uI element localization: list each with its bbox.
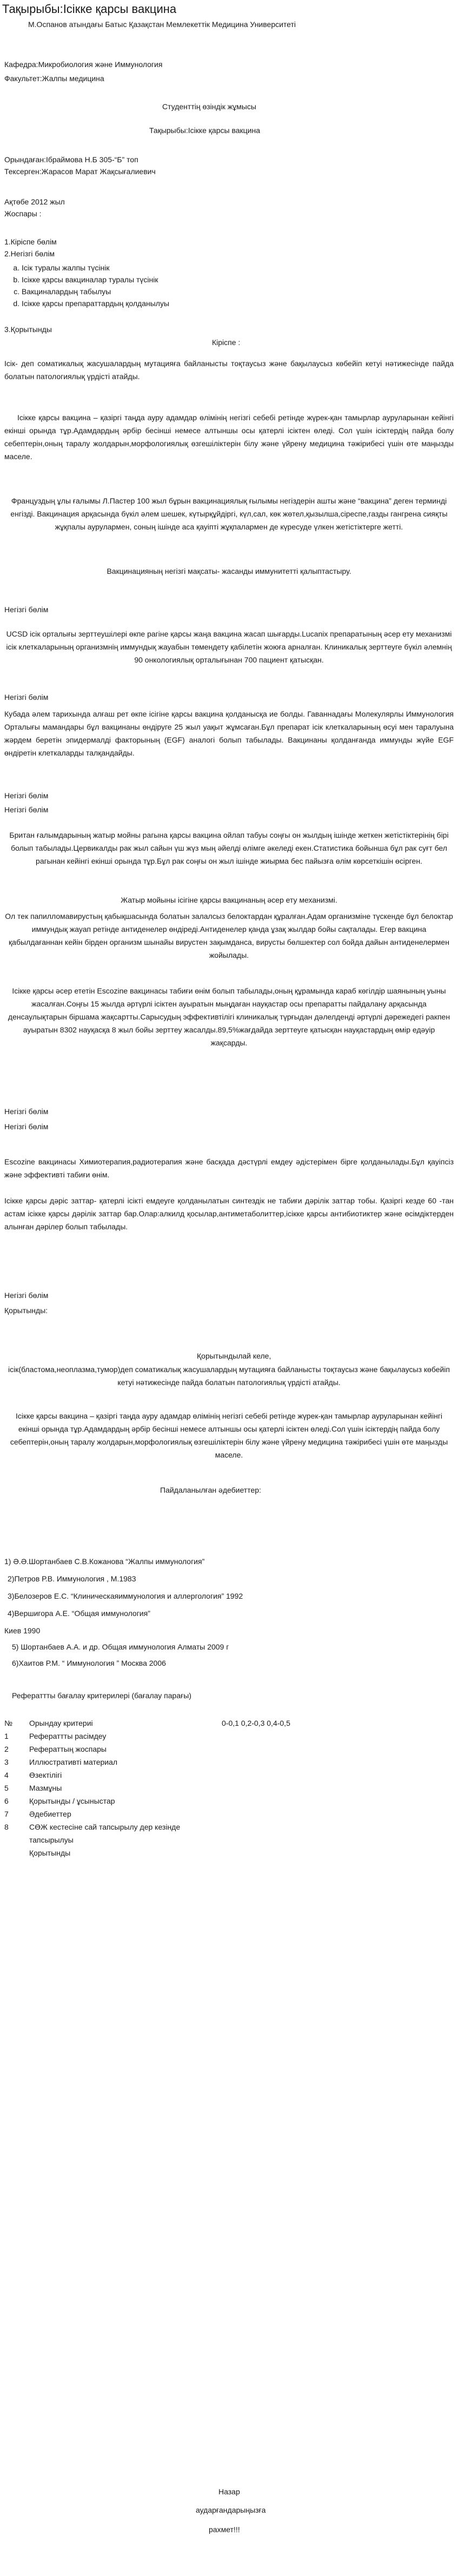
criteria-row bbox=[4, 1743, 290, 1756]
criteria-label: Қорытынды bbox=[29, 1849, 71, 1857]
reference-item: 1) Ә.Ә.Шортанбаев С.В.Кожанова “Жалпы иммунология” bbox=[4, 1557, 205, 1566]
criteria-num: 8 bbox=[4, 1823, 9, 1831]
criteria-row bbox=[4, 1846, 290, 1859]
criteria-header-row bbox=[4, 1717, 290, 1730]
conclusion-heading: Қорытынды: bbox=[4, 1306, 48, 1315]
main-paragraph: Ол тек папилломавирустың қабықшасында болатын залалсыз белоктардан құралған.Адам организміне түскенде бұл белоктар иммундық жауап ретінде антиденелер өндіреді.Антиденелер қанда ұзақ жылдар бойы сақталады. Егер вакцина қабылдағаннан кейін бірден организм шынайы вирустен зақымданса, вирусты бөлшектер сол бойда дайын антиденелермен жойылады. bbox=[5, 912, 453, 959]
document-title: Тақырыбы:Ісікке қарсы вакцина bbox=[2, 2, 177, 16]
main-heading: Негізгі бөлім bbox=[4, 1107, 49, 1116]
criteria-row bbox=[4, 1782, 290, 1794]
criteria-row bbox=[4, 1769, 290, 1782]
criteria-label: Иллюстративті материал bbox=[29, 1758, 118, 1766]
conclusion-title: Қорытындылай келе, bbox=[197, 1352, 271, 1360]
criteria-num: 4 bbox=[4, 1771, 9, 1779]
checker-line: Тексерген:Жарасов Марат Жақсығалиевич bbox=[4, 167, 156, 176]
reference-item: 5) Шортанбаев А.А. и др. Общая иммунология Алматы 2009 г bbox=[12, 1643, 229, 1651]
plan-list bbox=[0, 262, 169, 309]
faculty-line: Факультет:Жалпы медицина bbox=[4, 74, 104, 83]
main-paragraph: UCSD ісік орталығы зерттеушілері өкпе рагіне қарсы жаңа вакцина жасап шығарды.Lucanix препаратының әсер ету механизмі ісік клеткаларының организмнің иммундық жауабын төмендету қабілетін жоюға арналған. Клиникалық зерттеуге бүкіл әлемнің 90 онкологиялық орталығынан 700 пациент қатысқан. bbox=[6, 630, 452, 664]
criteria-scores-header: 0-0,1 0,2-0,3 0,4-0,5 bbox=[222, 1719, 290, 1727]
section-subheading: Жатыр мойыны ісігіне қарсы вакцинаның әсер ету механизмі. bbox=[121, 896, 337, 904]
plan-list-item: c. Вакциналардың табылуы bbox=[22, 286, 169, 297]
main-paragraph: Escozine вакцинасы Химиотерапия,радиотерапия және басқада дәстүрлі емдеу әдістерімен бірге қолданылады.Бұл қауіпсіз және эффективті табиғи өнім. bbox=[4, 1157, 454, 1179]
plan-list-item: a. Ісік туралы жалпы түсінік bbox=[22, 262, 169, 274]
criteria-label: Рефераттты расімдеу bbox=[29, 1732, 107, 1740]
plan-list-item: b. Ісікке қарсы вакциналар туралы түсінік bbox=[22, 274, 169, 286]
intro-paragraph: Ісікке қарсы вакцина – қазіргі таңда ауру адамдар өлімінің негізгі себебі ретінде жүрек-қан тамырлар ауруларынан кейінгі екінші орында тұр.Адамдардың әрбір бесінші немесе алтыншы осы қатерлі ісіктен өледі. Сол үшін ісіктердің пайда болу себептерін,оның таралу жолдарын,морфологиялық өзгешіліктерін білу және үйрену медицина тәжірибесі үшін өте маңызды маселе. bbox=[4, 413, 454, 461]
criteria-num bbox=[4, 1846, 29, 1859]
university-name: М.Оспанов атындағы Батыс Қазақстан Мемлекеттік Медицина Университеті bbox=[28, 20, 296, 29]
main-paragraph: Ісікке қарсы дәріс заттар- қатерлі ісікті емдеуге қолданылатын синтездік не табиғи дәрілік заттар тобы. Қазіргі кезде 60 -тан астам ісікке қарсы дәрілік заттар бар.Олар:алкилд қосылар,антиметаболиттер,ісікке қарсы антибиотиктер және өсімдіктерден алынған дәрілер болып табылады. bbox=[4, 1196, 454, 1231]
main-heading: Негізгі бөлім bbox=[4, 1122, 49, 1131]
criteria-label: Мазмұны bbox=[29, 1784, 62, 1792]
main-heading: Негізгі бөлім bbox=[4, 605, 49, 614]
criteria-num: 3 bbox=[4, 1758, 9, 1766]
intro-paragraph: Вакцинацияның негізгі мақсаты- жасанды иммунитетті қалыптастыру. bbox=[107, 567, 351, 575]
reference-item: 2)Петров Р.В. Иммунология , М.1983 bbox=[8, 1574, 136, 1583]
closing-line: рахмет!!! bbox=[209, 2525, 240, 2534]
main-heading: Негізгі бөлім bbox=[4, 1291, 49, 1300]
criteria-num: 7 bbox=[4, 1810, 9, 1818]
reference-item: 6)Хаитов Р.М. “ Иммунология ” Москва 2006 bbox=[12, 1659, 166, 1667]
intro-heading: Кіріспе : bbox=[212, 338, 241, 347]
criteria-label: Өзектілігі bbox=[29, 1771, 62, 1779]
plan-main: 2.Негізгі бөлім bbox=[4, 249, 55, 258]
plan-list-item: d. Ісікке қарсы препараттардың қолданылуы bbox=[22, 297, 169, 309]
criteria-num: 5 bbox=[4, 1784, 9, 1792]
criteria-row bbox=[4, 1794, 290, 1807]
criteria-label: СӨЖ кестесіне сай тапсырылу дер кезінде тапсырылуы bbox=[29, 1823, 181, 1844]
date-line: Ақтөбе 2012 жыл bbox=[4, 197, 65, 206]
conclusion-paragraph: ісік(бластома,неоплазма,тумор)деп соматикалық жасушалардың мутацияға байланысты тоқтаусыз және бақылаусыз көбейіп кетуі нәтижесінде пайда болатын патологиялық үрдісті атайды. bbox=[8, 1365, 450, 1387]
topic-line: Тақырыбы:Ісікке қарсы вакцина bbox=[149, 126, 260, 135]
plan-intro: 1.Кіріспе бөлім bbox=[4, 237, 57, 246]
plan-conclusion: 3.Қорытынды bbox=[4, 325, 52, 334]
main-heading: Негізгі бөлім bbox=[4, 693, 49, 701]
criteria-heading: Рефераттты бағалау критерилері (бағалау парағы) bbox=[12, 1691, 191, 1700]
criteria-num: 2 bbox=[4, 1745, 9, 1753]
work-type: Студенттің өзіндік жұмысы bbox=[162, 102, 256, 111]
criteria-row bbox=[4, 1807, 290, 1820]
main-heading: Негізгі бөлім bbox=[4, 805, 49, 814]
references-heading: Пайдаланылған әдебиеттер: bbox=[160, 1486, 261, 1494]
intro-paragraph: Француздың ұлы ғалымы Л.Пастер 100 жыл бұрын вакцинациялық ғылымы негіздерін ашты және “вакцина” деген терминді енгізді. Вакцинация арқасында бүкіл әлем шешек, күтырқұйдіргі, күл,сал, көк жөтел,қызылша,сіреспе,газды гангрена сияқты жұқпалы аурулармен, соның ішінде аса қауіпті жұқпалармен де күресуде үлкен жетістіктерге жетті. bbox=[10, 496, 448, 531]
plan-heading: Жоспары : bbox=[4, 209, 42, 218]
main-paragraph: Британ ғалымдарының жатыр мойны рагына қарсы вакцина ойлап табуы соңғы он жылдың ішінде жеткен жетістіктерінің бірі болып табылады.Цервикалды рак жыл сайын үш жүз мың әйелді өлімге әкеледі екен.Статистика бойынша бұл рак суғт бел рагынан кейінгі екінші орында тұр.Бұл рак соңғы он жыл ішінде жиырма бес пайызға өлім көрсеткішін өсірген. bbox=[9, 831, 449, 865]
criteria-label: Қорытынды / ұсыныстар bbox=[29, 1797, 115, 1805]
reference-item: 4)Вершигора А.Е. “Общая иммунология” bbox=[8, 1609, 150, 1618]
department-line: Кафедра:Микробиология және Иммунология bbox=[4, 60, 163, 69]
criteria-label: Рефераттың жоспары bbox=[29, 1745, 107, 1753]
main-heading: Негізгі бөлім bbox=[4, 791, 49, 800]
criteria-label-header: Орындау критериі bbox=[29, 1719, 93, 1727]
reference-item: 3)Белозеров Е.С. “Клиническаяиммунология и аллергология” 1992 bbox=[8, 1592, 243, 1600]
main-paragraph: Кубада әлем тарихында алғаш рет өкпе ісігіне қарсы вакцина қолданысқа ие болды. Гаваннадағы Молекулярлы Иммунология Орталығы мамандары бұл вакцинаны өндіруге 25 жыл уақыт жұмсаған.Бұл препарат ісік клеткаларының өсуі мен таралуына жәрдем беретін эпидермалді факторының (EGF) аналогі болып табылады. Вакцинаны қолданғанда иммунды жүйе EGF өндіретін клеткаларды талқандайды. bbox=[4, 710, 454, 757]
criteria-num-header: № bbox=[4, 1719, 13, 1727]
performer-line: Орындаған:Ібраймова Н.Б 305-“Б” топ bbox=[4, 155, 138, 164]
criteria-row bbox=[4, 1730, 290, 1743]
criteria-num: 1 bbox=[4, 1732, 9, 1740]
reference-item: Киев 1990 bbox=[4, 1626, 41, 1635]
criteria-num: 6 bbox=[4, 1797, 9, 1805]
intro-paragraph: Ісік- деп соматикалық жасушалардың мутацияға байланысты тоқтаусыз және бақылаусыз көбейіп кетуі нәтижесінде пайда болатын патологиялық үрдісті атайды. bbox=[4, 359, 454, 381]
criteria-label: Әдебиеттер bbox=[29, 1810, 71, 1818]
closing-line: Назар bbox=[218, 2487, 240, 2496]
criteria-row bbox=[4, 1756, 290, 1769]
main-paragraph: Ісікке қарсы әсер ететін Escozine вакцинасы табиғи өнім болып табылады,оның құрамында караб көгілдір шаянының уыны жасалған.Соңғы 15 жылда әртүрлі ісіктен ауыратын мыңдаған науқастар осы препаратты пайдалану арқасында денсаулықтарын біршама жақсартты.Сарысудың эффективтілігі клиникалық түрғыдан дәлелденді әртүрлі дәрежедегі ракпен ауыратын 8302 науқасқа 8 жыл бойы зерттеу жасалды.89,5%жағдайда зерттеуге қатысқан науқастардың өмір едәуір жақсарды. bbox=[8, 986, 450, 1047]
criteria-table bbox=[4, 1717, 290, 1859]
closing-line: аударғандарыңызға bbox=[196, 2506, 266, 2514]
criteria-row bbox=[4, 1820, 290, 1846]
conclusion-paragraph: Ісікке қарсы вакцина – қазіргі таңда ауру адамдар өлімінің негізгі себебі ретінде жүрек-қан тамырлар ауруларынан кейінгі екінші орында тұр.Адамдардың әрбір бесінші немесе алтыншы осы қатерлі ісіктен өледі.Сол үшін ісіктердің пайда болу себептерін,оның таралу жолдарын,морфологиялық өзгешіліктерін білу және үйрену медицина тәжірибесі үшін өте маңызды маселе. bbox=[10, 1412, 448, 1459]
